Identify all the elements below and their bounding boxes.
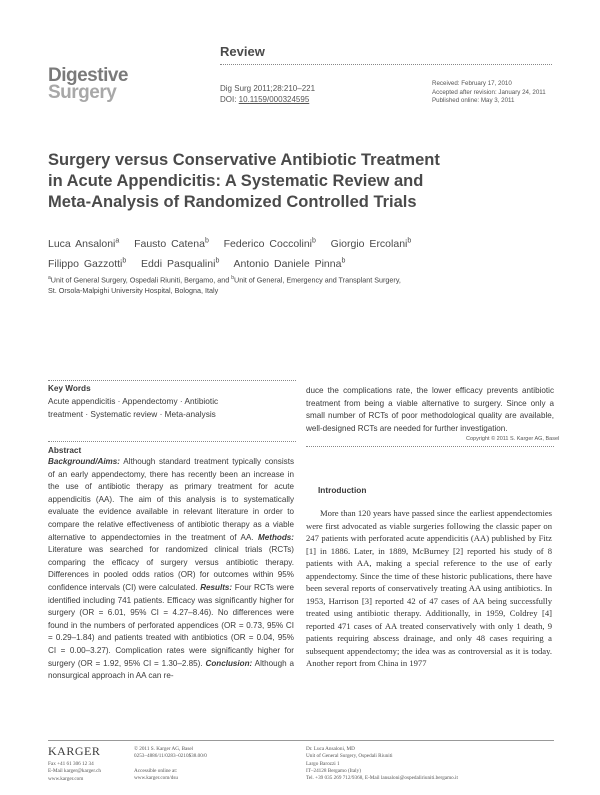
- journal-logo: [48, 67, 128, 101]
- author: Giorgio Ercolani$^b$: [330, 237, 412, 250]
- conclusion-label: Conclusion:: [205, 658, 253, 668]
- abstract-continued: duce the complications rate, the lower efficacy prevents antibiotic treatment from being a viable alternative to surgery. Since only a small number of RCTs of poor methodological quality are available, well-designed RCTs are needed for further investigation.: [306, 386, 554, 433]
- title-line: Meta-Analysis of Randomized Controlled Trials: [48, 193, 417, 211]
- publisher-logo: KARGER: [48, 744, 101, 758]
- doi-line: [220, 94, 315, 105]
- logo-line2: Surgery: [48, 82, 117, 103]
- abstract-end-divider: [306, 446, 554, 447]
- abstract-divider: [48, 441, 296, 442]
- keywords-divider: [48, 380, 296, 381]
- article-title: [48, 150, 568, 213]
- abstract-text: Background/Aims: Although standard treatment typically consists of an early appendectomy, there has recently been an increase in the use of antibiotic therapy as primary treatment for acute appendicitis (AA). The aim of this analysis is to systematically evaluate the evidence available in relevant literature in order to compare the relative effectiveness of antibiotic therapy as a viable alternative to appendectomies in the treatment of AA. Methods: Literature was searched for randomized clinical trials (RCTs) comparing the efficacy of surgery versus antibiotic therapy. Differences in pooled odds ratios (OR) for outcomes within 95% confidence intervals (CI) were calculated. Results: Four RCTs were identified including 741 patients. Efficacy was significantly higher for surgery (OR = 6.01, 95% CI = 4.27–8.46). No differences were found in the numbers of perforated appendices (OR = 0.73, 95% CI = 0.29–1.84) and patients treated with antibiotics (OR = 0.04, 95% CI = 0.00–3.27). Complication rates were significantly higher for surgery (OR = 1.92, 95% CI = 1.30–2.85). Conclusion: Although a nonsurgical approach in AA can re-: [48, 457, 294, 681]
- results-label: Results:: [200, 582, 233, 592]
- logo-line1: Digestive: [48, 65, 128, 86]
- title-line: in Acute Appendicitis: A Systematic Review and: [48, 172, 424, 190]
- affiliations: [48, 273, 508, 296]
- keywords-text: Acute appendicitis · Appendectomy · Antibiotic treatment · Systematic review · Meta-analysis: [48, 396, 219, 419]
- copyright: Copyright © 2011 S. Karger AG, Basel: [466, 436, 560, 442]
- author-line: [48, 232, 568, 253]
- title-line: Surgery versus Conservative Antibiotic Treatment: [48, 151, 440, 169]
- affiliation-line: $^a$Unit of General Surgery, Ospedali Riuniti, Bergamo, and $^b$Unit of General, Emergency and Transplant Surgery,: [48, 275, 401, 285]
- introduction-text: More than 120 years have passed since the earliest appendectomies were first advocated as viable surgeries following the classic paper on 247 patients with perforated acute appendicitis (AA) published by Fitz [1] in 1886. Later, in 1889, McBurney [2] reported his study of 8 patients with AA, making a special reference to the use of early appendectomy. Since the time of these historic publications, there have been several reports of conservatively treating AA using antibiotics. In 1953, Harrison [3] reported 42 of 47 cases of AA being successfully treated using antibiotic therapy. Additionally, in 1959, Coldrey [4] reported 471 cases of AA treated conservatively with only 1 death, 9 patients requiring abscess drainage, and only 48 cases requiring a subsequent appendectomy; the idea was as controversial as it is today. Another report from China in 1977: [306, 508, 552, 668]
- author: Eddi Pasqualini$^b$: [141, 257, 220, 270]
- accepted-date: Accepted after revision: January 24, 2011: [432, 88, 546, 96]
- doi-prefix: DOI:: [220, 95, 239, 104]
- affiliation-line: St. Orsola-Malpighi University Hospital, Bologna, Italy: [48, 286, 219, 296]
- received-date: Received: February 17, 2010: [432, 80, 512, 87]
- citation-block: [220, 83, 315, 105]
- dates-block: [432, 80, 546, 106]
- correspondence: Dr. Luca Ansaloni, MD Unit of General Surgery, Ospedali Riuniti Largo Barozzi 1 IT–24128 Bergamo (Italy) Tel. +39 035 269 712/9368, E-Mail lansaloni@ospedaliriuniti.bergamo.it: [306, 746, 458, 782]
- introduction-heading: Introduction: [318, 485, 367, 495]
- abstract-heading: Abstract: [48, 446, 82, 455]
- doi-link[interactable]: 10.1159/000324595: [238, 95, 310, 104]
- published-date: Published online: May 3, 2011: [432, 97, 515, 104]
- publisher-contact: Fax +41 61 306 12 34 E-Mail karger@karger.ch www.karger.com: [48, 761, 101, 782]
- footer-divider: [48, 740, 554, 741]
- author-line: [48, 253, 568, 274]
- section-label: Review: [220, 44, 265, 59]
- background-label: Background/Aims:: [48, 457, 120, 466]
- methods-label: Methods:: [258, 532, 294, 542]
- author: Luca Ansaloni$^a$: [48, 237, 120, 250]
- citation: Dig Surg 2011;28:210–221: [220, 84, 316, 93]
- author: Filippo Gazzotti$^b$: [48, 257, 127, 270]
- header-divider: [220, 64, 552, 65]
- keywords-heading: Key Words: [48, 384, 91, 393]
- author: Fausto Catena$^b$: [134, 237, 209, 250]
- author: Federico Coccolini$^b$: [223, 237, 316, 250]
- author: Antonio Daniele Pinna$^b$: [233, 257, 346, 270]
- author-list: [48, 232, 568, 273]
- copyright-footer: © 2011 S. Karger AG, Basel 0253–4886/11/0283–0210$38.00/0 Accessible online at: www.karger.com/dsu: [134, 746, 207, 781]
